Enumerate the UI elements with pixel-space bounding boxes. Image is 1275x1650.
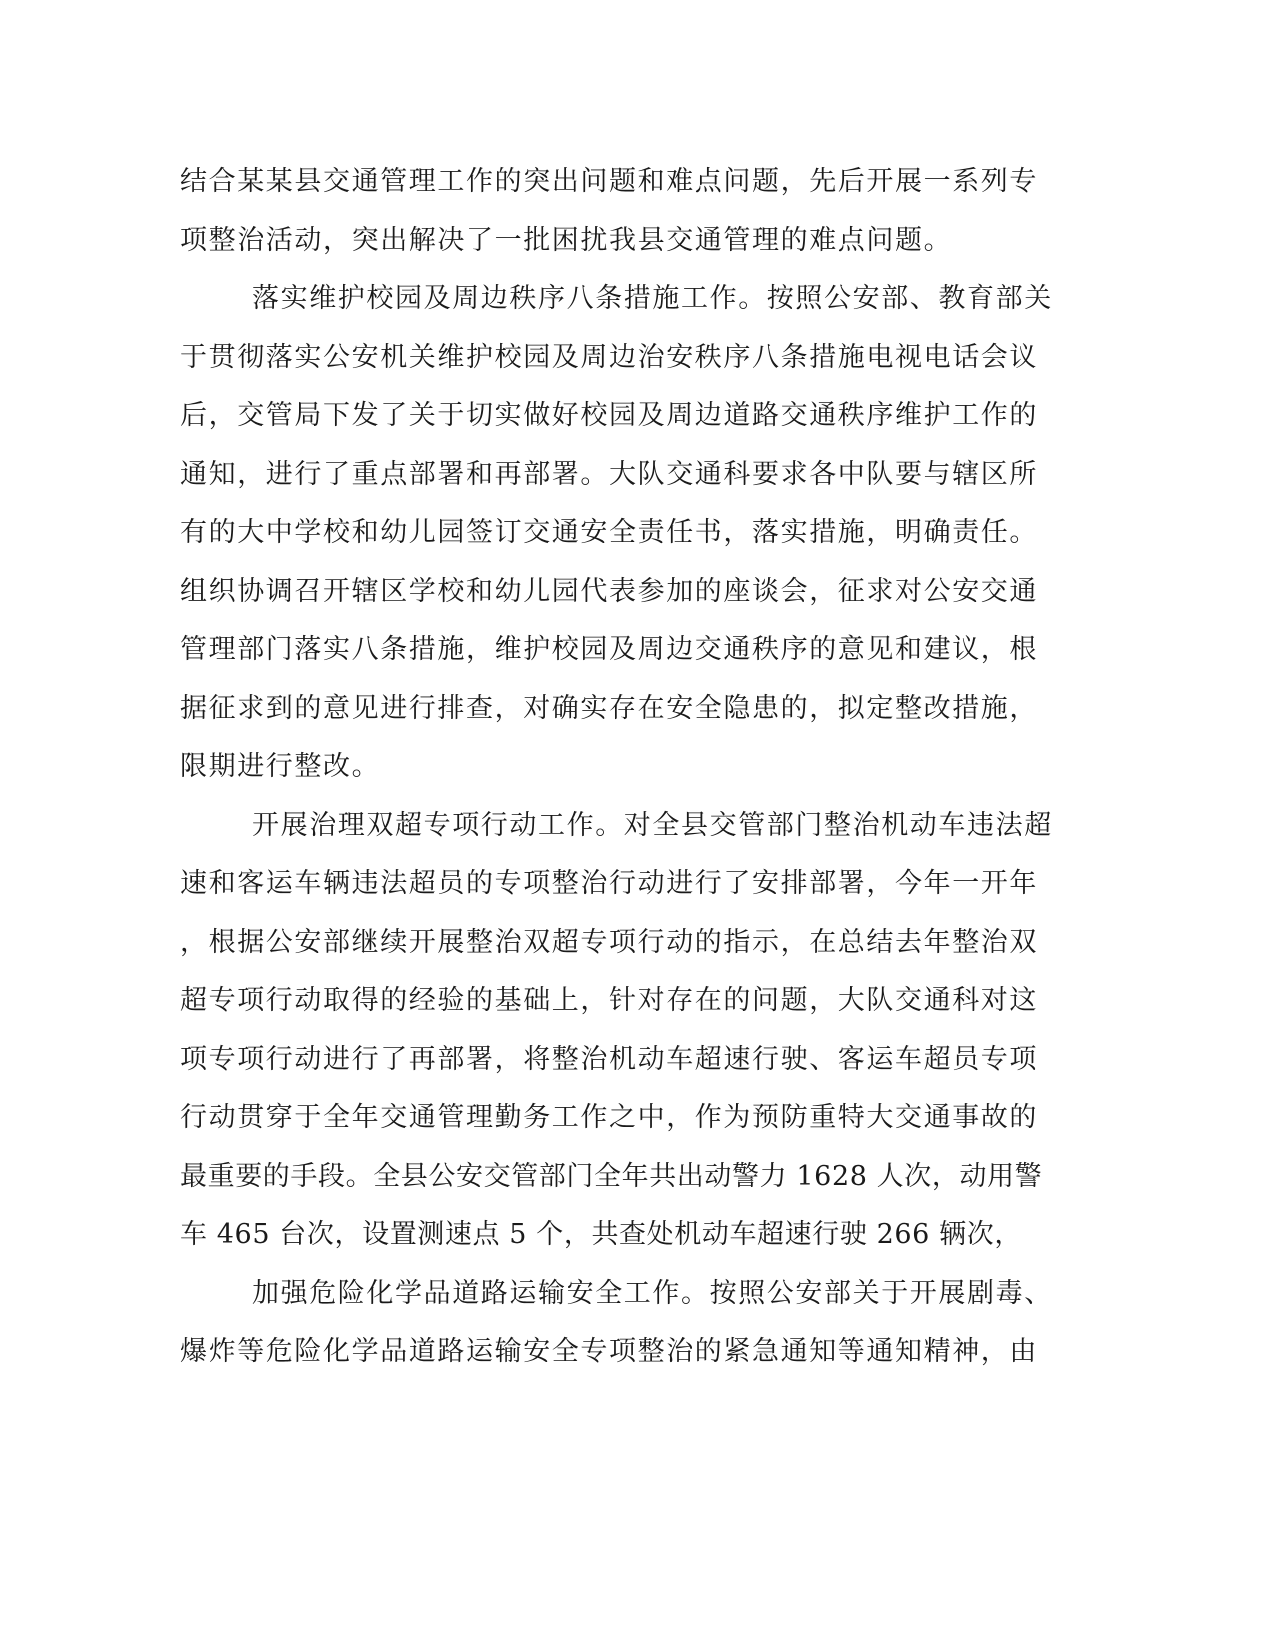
text-line: 车 465 台次，设置测速点 5 个，共查处机动车超速行驶 266 辆次， [180, 1219, 1022, 1250]
paragraph-first-line: 落实维护校园及周边秩序八条措施工作。按照公安部、教育部关 [252, 283, 1053, 314]
text-line: 有的大中学校和幼儿园签订交通安全责任书，落实措施，明确责任。 [180, 517, 1038, 548]
text-line: 最重要的手段。全县公安交管部门全年共出动警力 1628 人次，动用警 [180, 1160, 1043, 1192]
paragraph-first-line: 开展治理双超专项行动工作。对全县交管部门整治机动车违法超 [252, 809, 1053, 841]
text-line: 结合某某县交通管理工作的突出问题和难点问题，先后开展一系列专 [180, 166, 1038, 197]
text-line: 于贯彻落实公安机关维护校园及周边治安秩序八条措施电视电话会议 [180, 341, 1038, 373]
text-line: 项整治活动，突出解决了一批困扰我县交通管理的难点问题。 [180, 224, 953, 256]
text-line: 管理部门落实八条措施，维护校园及周边交通秩序的意见和建议，根 [180, 634, 1038, 665]
text-line: 爆炸等危险化学品道路运输安全专项整治的紧急通知等通知精神，由 [180, 1336, 1038, 1367]
text-line: 速和客运车辆违法超员的专项整治行动进行了安排部署，今年一开年 [180, 868, 1038, 899]
text-line: 后，交管局下发了关于切实做好校园及周边道路交通秩序维护工作的 [180, 400, 1038, 431]
text-line: 超专项行动取得的经验的基础上，针对存在的问题，大队交通科对这 [180, 985, 1038, 1016]
document-body [180, 153, 1053, 1382]
text-line: 行动贯穿于全年交通管理勤务工作之中，作为预防重特大交通事故的 [180, 1102, 1038, 1133]
text-line: 据征求到的意见进行排查，对确实存在安全隐患的，拟定整改措施， [180, 692, 1038, 724]
text-line: 限期进行整改。 [180, 751, 381, 782]
text-line: ，根据公安部继续开展整治双超专项行动的指示，在总结去年整治双 [180, 926, 1038, 958]
paragraph-first-line: 加强危险化学品道路运输安全工作。按照公安部关于开展剧毒、 [252, 1277, 1053, 1309]
text-line: 通知，进行了重点部署和再部署。大队交通科要求各中队要与辖区所 [180, 458, 1038, 490]
text-line: 项专项行动进行了再部署，将整治机动车超速行驶、客运车超员专项 [180, 1043, 1038, 1075]
text-line: 组织协调召开辖区学校和幼儿园代表参加的座谈会，征求对公安交通 [180, 575, 1038, 607]
